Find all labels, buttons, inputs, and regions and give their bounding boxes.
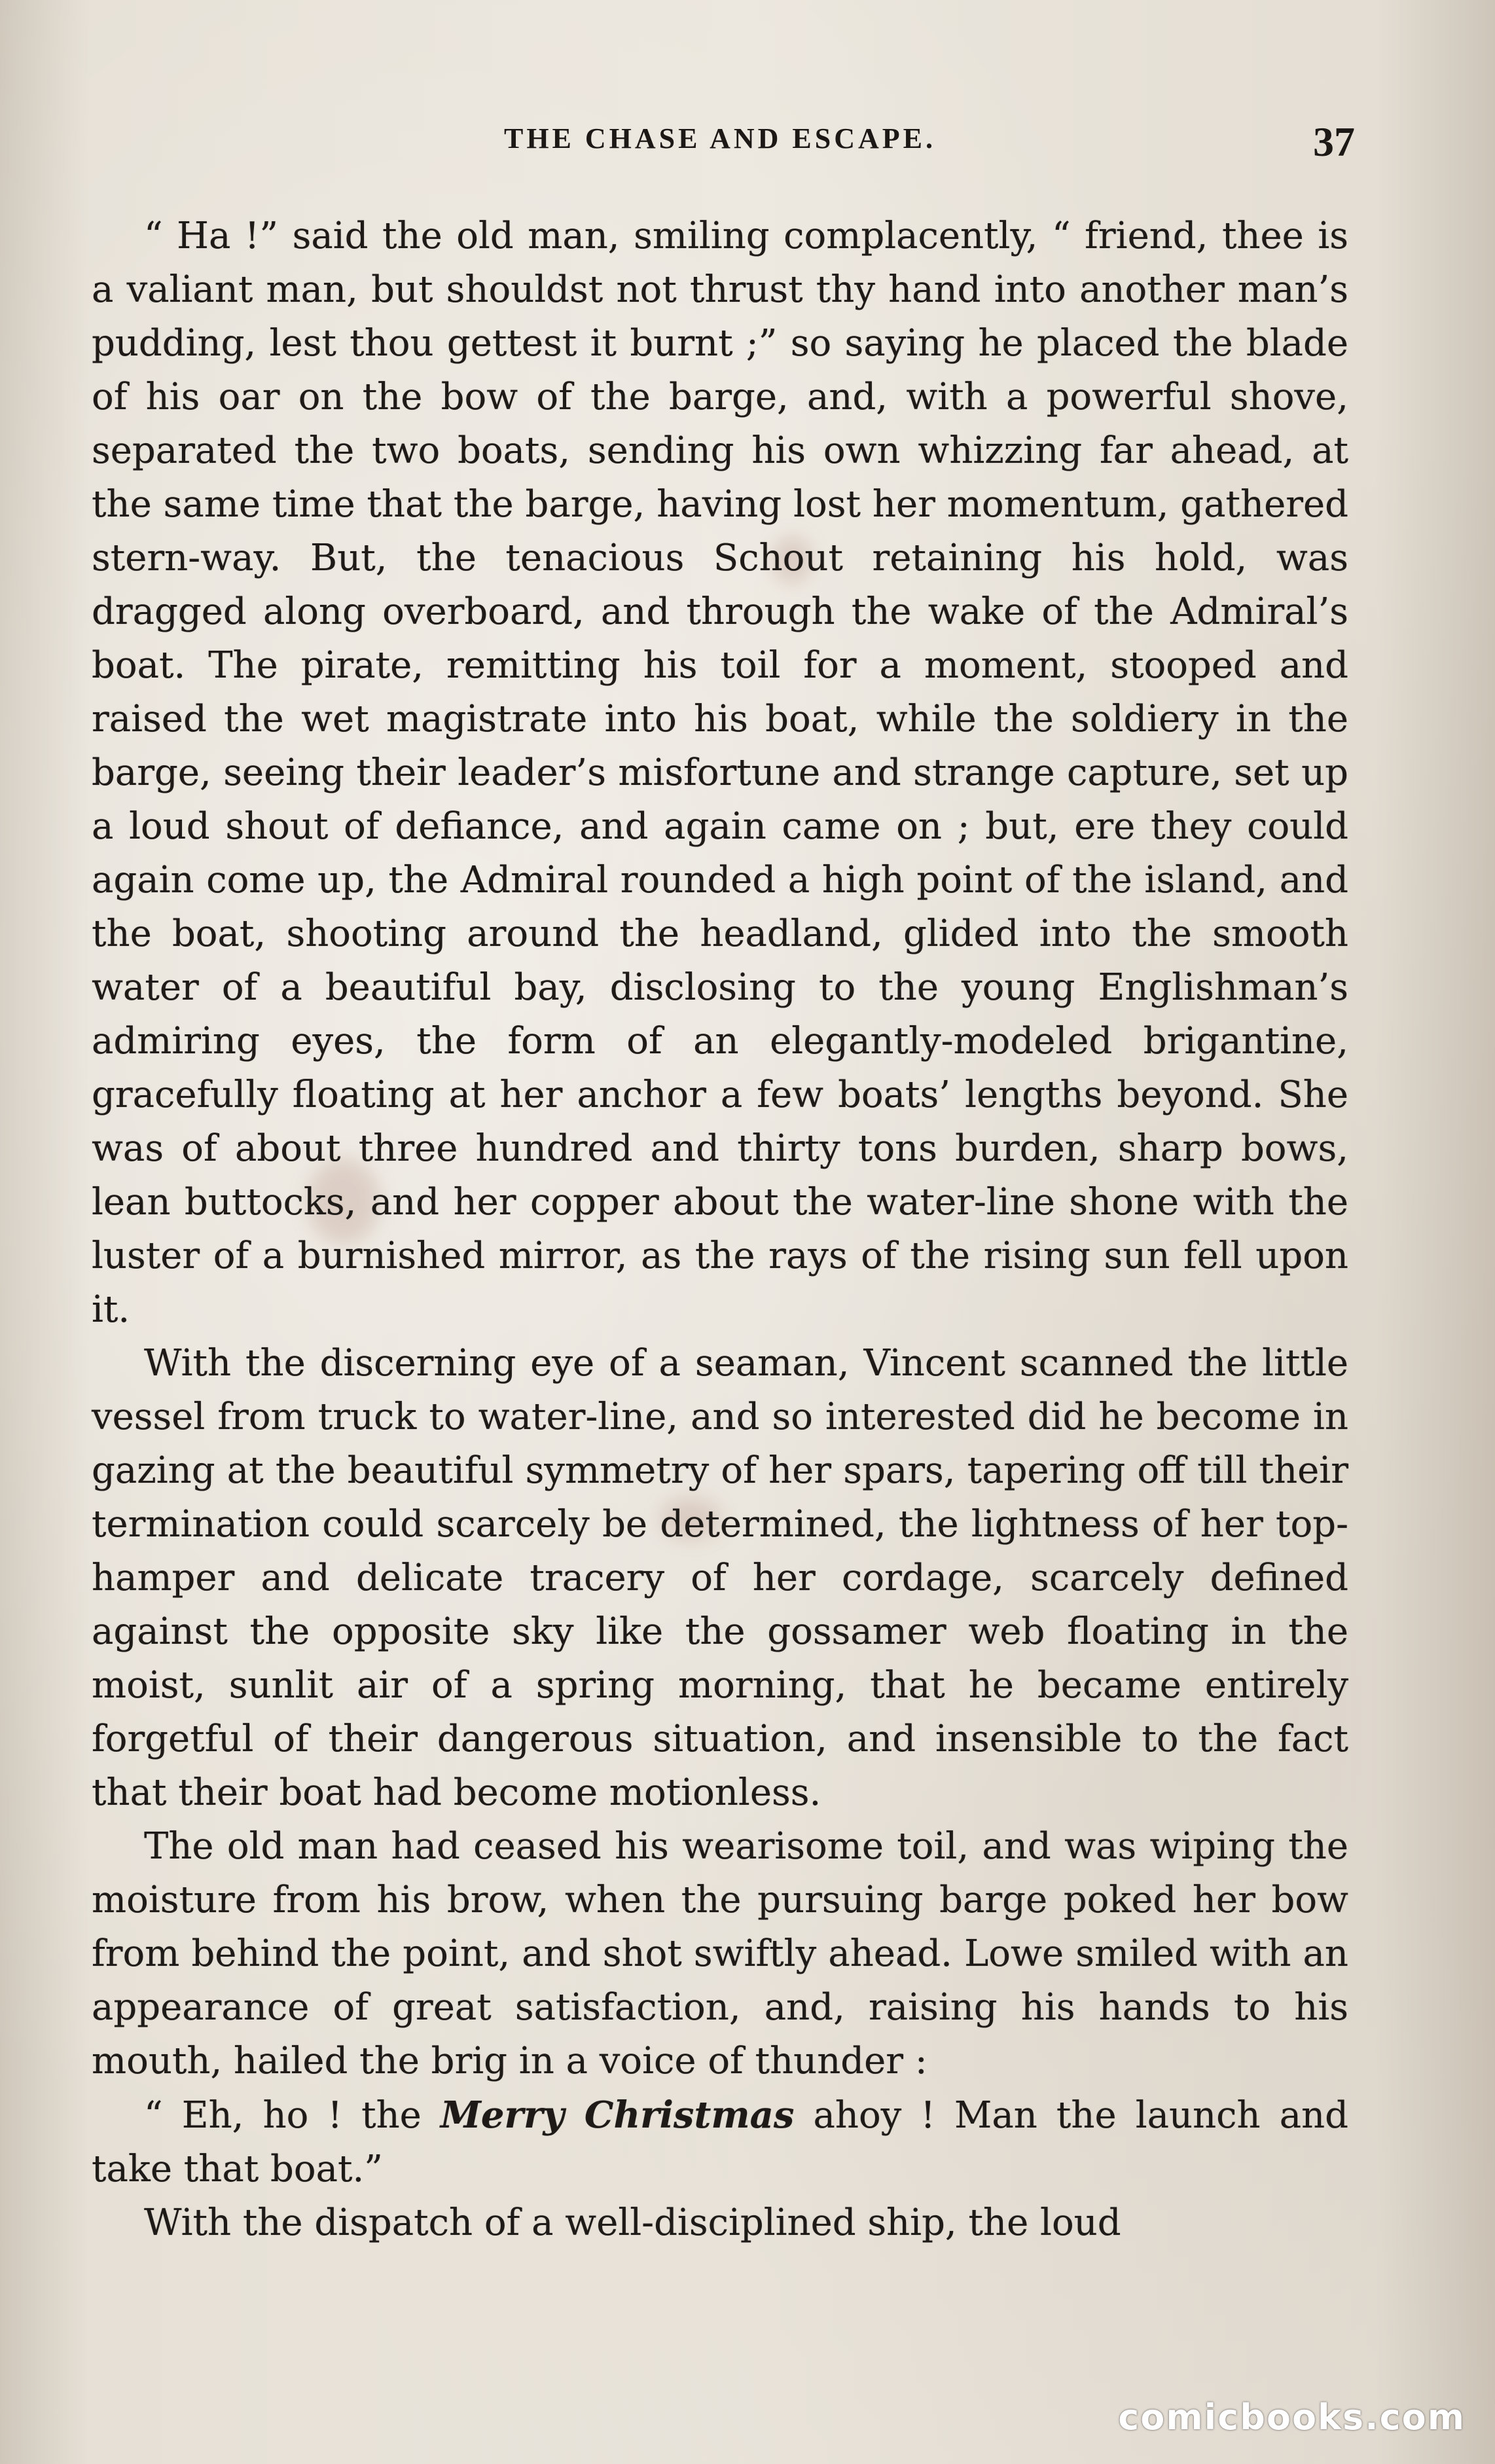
paragraph: “ Ha !” said the old man, smiling complacently, “ friend, thee is a valiant man, but shouldst not thrust thy hand into another man’s pudding, lest thou gettest it burnt ;” so saying he placed the blade of his oar on the bow of the barge, and, with a powerful shove, separated the two boats, sending his own whizzing far ahead, at the same time that the barge, having lost her momentum, gathered stern-way. But, the tenacious Schout retaining his hold, was dragged along overboard, and through the wake of the Admiral’s boat. The pirate, remitting his toil for a moment, stooped and raised the wet magistrate into his boat, while the soldiery in the barge, seeing their leader’s misfortune and strange capture, set up a loud shout of defiance, and again came on ; but, ere they could again come up, the Admiral rounded a high point of the island, and the boat, shooting around the headland, glided into the smooth water of a beautiful bay, disclosing to the young Englishman’s admiring eyes, the form of an elegantly-modeled brigantine, gracefully floating at her anchor a few boats’ lengths beyond. She was of about three hundred and thirty tons burden, sharp bows, lean buttocks, and her copper about the water-line shone with the luster of a burnished mirror, as the rays of the rising sun fell upon it.	[92, 215, 1348, 1331]
paragraph: The old man had ceased his wearisome toil, and was wiping the moisture from his brow, when the pursuing barge poked her bow from behind the point, and shot swiftly ahead. Lowe smiled with an appearance of great satisfaction, and, raising his hands to his mouth, hailed the brig in a voice of thunder :	[92, 1825, 1348, 2082]
body-text	[92, 209, 1348, 2250]
watermark: comicbooks.com	[1118, 2397, 1466, 2438]
ship-name: Merry Christmas	[440, 2093, 795, 2137]
paragraph: With the discerning eye of a seaman, Vincent scanned the little vessel from truck to water-line, and so interested did he become in gazing at the beautiful symmetry of her spars, tapering off till their termination could scarcely be determined, the lightness of her top-hamper and delicate tracery of her cordage, scarcely defined against the opposite sky like the gossamer web floating in the moist, sunlit air of a spring morning, that he became entirely forgetful of their dangerous situation, and insensible to the fact that their boat had become motionless.	[92, 1342, 1348, 1814]
dialogue-text: “ Eh, ho ! the	[144, 2094, 441, 2137]
page-header	[92, 118, 1355, 170]
page-number: 37	[1313, 118, 1355, 165]
dialogue-text: ahoy ! Man the launch and take that boat.”	[92, 2094, 1349, 2190]
paragraph: With the dispatch of a well-disciplined ship, the loud	[144, 2201, 1121, 2244]
running-title: THE CHASE AND ESCAPE.	[503, 122, 936, 154]
dialogue-paragraph	[92, 2088, 1348, 2196]
